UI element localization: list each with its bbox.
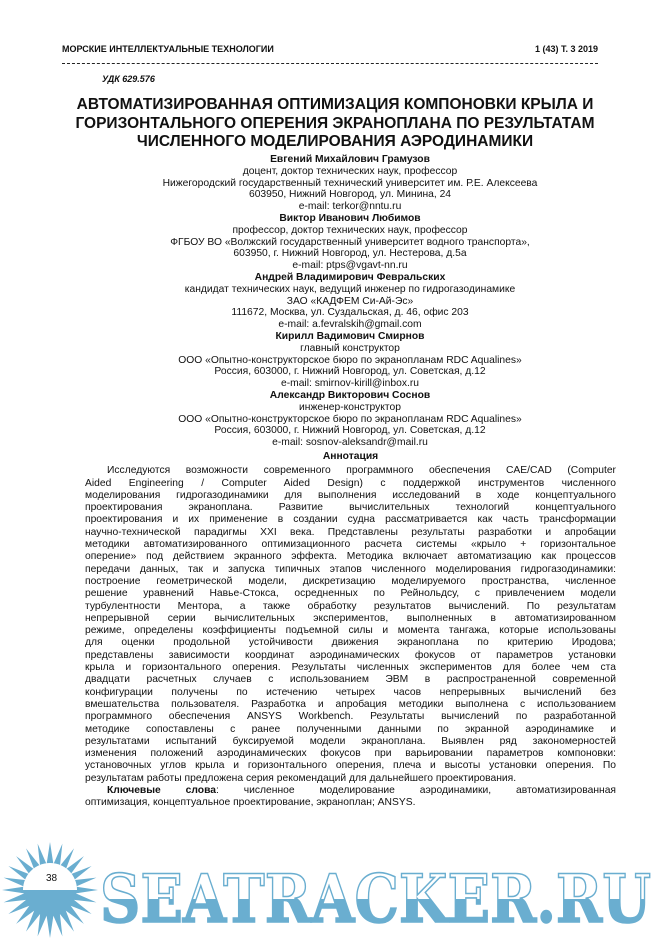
watermark-text: SEATRACKER.RU [100, 860, 651, 938]
author-detail: кандидат технических наук, ведущий инженер по гидрогазодинамике [184, 283, 516, 295]
title-line: ГОРИЗОНТАЛЬНОГО ОПЕРЕНИЯ ЭКРАНОПЛАНА ПО РЕЗУЛЬТАТАМ [75, 114, 595, 132]
author-detail: Россия, 603000, г. Нижний Новгород, ул. Советская, д.12 [214, 366, 486, 378]
abstract-line: решение уравнений Навье-Стокса, осредненных по Рейнольдсу, с привлечением модели [85, 588, 616, 600]
keywords-text: : численное моделирование аэродинамики, автоматизированная [216, 785, 616, 797]
abstract-line: научно-технической парадигмы XXI века. Представлены результаты разработки и апробации [85, 526, 616, 538]
abstract-line: установочных углов крыла и горизонтального оперения, плеча и высоты установки оперения. По [85, 760, 616, 772]
keywords-text-cont: оптимизация, концептуальное проектирование, экраноплан; ANSYS. [85, 797, 416, 809]
title-line: ЧИСЛЕННОГО МОДЕЛИРОВАНИЯ АЭРОДИНАМИКИ [136, 133, 534, 150]
abstract-line: для оценки продольной устойчивости движения экраноплана по критерию Иродова; [85, 637, 616, 649]
author-name: Евгений Михайлович Грамузов [270, 154, 430, 165]
author-detail: доцент, доктор технических наук, профессор [242, 165, 458, 177]
author-name: Андрей Владимирович Февральских [254, 271, 446, 283]
abstract-line: турбулентности Ментора, а также обработку результатов вычислений. По результатам [85, 600, 616, 612]
author-detail: инженер-конструктор [299, 401, 401, 413]
journal-name: МОРСКИЕ ИНТЕЛЛЕКТУАЛЬНЫЕ ТЕХНОЛОГИИ [62, 44, 274, 54]
author-detail: 603950, Нижний Новгород, ул. Минина, 24 [248, 189, 452, 201]
page-number: 38 [46, 873, 58, 884]
author-detail: ЗАО «КАДФЕМ Си-Ай-Эс» [286, 295, 414, 307]
abstract [85, 451, 616, 810]
abstract-line: непрерывной серии вычислительных экспериментов, выполненных в автоматизированном [85, 612, 616, 624]
seatracker-watermark [0, 840, 669, 940]
author-detail: профессор, доктор технических наук, профессор [232, 224, 468, 236]
issue-info: 1 (43) Т. 3 2019 [534, 44, 598, 54]
author-name: Александр Викторович Соснов [269, 389, 431, 401]
title-line: АВТОМАТИЗИРОВАННАЯ ОПТИМИЗАЦИЯ КОМПОНОВКИ КРЫЛА И [76, 96, 594, 113]
author-detail: e-mail: sosnov-aleksandr@mail.ru [272, 437, 428, 449]
author-detail: e-mail: a.fevralskih@gmail.com [278, 319, 422, 331]
header-divider [62, 63, 598, 64]
abstract-line: Исследуются возможности современного программного обеспечения CAE/CAD (Computer [107, 465, 616, 477]
sun-logo-icon [2, 842, 98, 938]
udk-code: УДК 629.576 [102, 74, 155, 84]
abstract-line: моделирования гидрогазодинамики для выполнения исследований в ходе концептуального [85, 489, 616, 501]
abstract-line: передачи данных, так и запуска типичных этапов численного моделирования гидрогазодинамики: [85, 563, 616, 575]
author-detail: Нижегородский государственный технический университет им. Р.Е. Алексеева [162, 177, 538, 189]
author-detail: Россия, 603000, г. Нижний Новгород, ул. Советская, д.12 [214, 425, 486, 437]
abstract-line: программного обеспечения ANSYS Workbench. Результаты вычислений по разработанной [85, 711, 616, 723]
author-detail: e-mail: terkor@nntu.ru [298, 201, 402, 213]
abstract-line: результатам работы предложена серия рекомендаций для дальнейшего проектирования. [85, 772, 517, 784]
abstract-line: крыла и горизонтального оперения. Результаты численных экспериментов для более чем ста [85, 662, 616, 674]
abstract-line: оперение» под действием экранного эффекта. Методика включает автоматизацию как процессов [85, 551, 616, 563]
abstract-line: вмешательства пользователя. Разработка и апробация методики выполнена с использованием [85, 698, 616, 710]
author-detail: e-mail: ptps@vgavt-nn.ru [292, 260, 408, 272]
abstract-heading: Аннотация [322, 451, 379, 462]
author-detail: e-mail: smirnov-kirill@inbox.ru [280, 378, 420, 390]
abstract-line: режиме, определены коэффициенты подъемной силы и момента тангажа, которые использованы [85, 625, 616, 637]
keywords-label: Ключевые слова [107, 785, 217, 797]
abstract-line: методике сопоставлены с ранее полученными данными по экранной аэродинамике и [85, 723, 616, 735]
running-header [62, 44, 598, 54]
author-detail: главный конструктор [300, 342, 400, 354]
abstract-line: двадцати расчетных случаев с использованием ЭВМ в распространенной современной [85, 674, 616, 686]
abstract-line: конфигурации получены по истечению четырех часов непрерывных вычислений без [85, 686, 616, 698]
abstract-line: методики автоматизированного оптимизационного расчета системы «крыло + горизонтальное [85, 539, 616, 551]
article-title [40, 96, 630, 152]
abstract-line: построение геометрической модели, дискретизацию моделируемого пространства, численное [85, 575, 616, 587]
author-detail: ФГБОУ ВО «Волжский государственный университет водного транспорта», [170, 236, 530, 248]
abstract-line: представлены зависимости координат аэродинамических фокусов от параметров установки [85, 649, 616, 661]
abstract-line: результатами испытаний буксируемой модели экраноплана. Выявлен ряд закономерностей [85, 735, 616, 747]
author-detail: ООО «Опытно-конструкторское бюро по экранопланам RDC Aqualines» [178, 413, 522, 425]
abstract-body [85, 465, 616, 785]
author-detail: ООО «Опытно-конструкторское бюро по экранопланам RDC Aqualines» [178, 354, 522, 366]
author-name: Кирилл Вадимович Смирнов [275, 330, 425, 342]
abstract-line: проектирования и их применение в создании судна рассматривается как часть трансформации [85, 514, 616, 526]
abstract-line: проектирования экраноплана. Развитие вычислительных технологий концептуального [85, 502, 616, 514]
keywords [85, 785, 616, 797]
abstract-line: Aided Engineering / Computer Aided Design) с поддержкой инструментов численного [85, 477, 616, 489]
author-detail: 111672, Москва, ул. Суздальская, д. 46, офис 203 [231, 307, 469, 319]
authors-block [85, 154, 615, 449]
author-detail: 603950, г. Нижний Новгород, ул. Нестерова, д.5а [233, 248, 467, 260]
author-name: Виктор Иванович Любимов [279, 212, 421, 224]
abstract-line: изменения положений аэродинамических фокусов при варьировании параметров компоновки: [85, 748, 616, 760]
